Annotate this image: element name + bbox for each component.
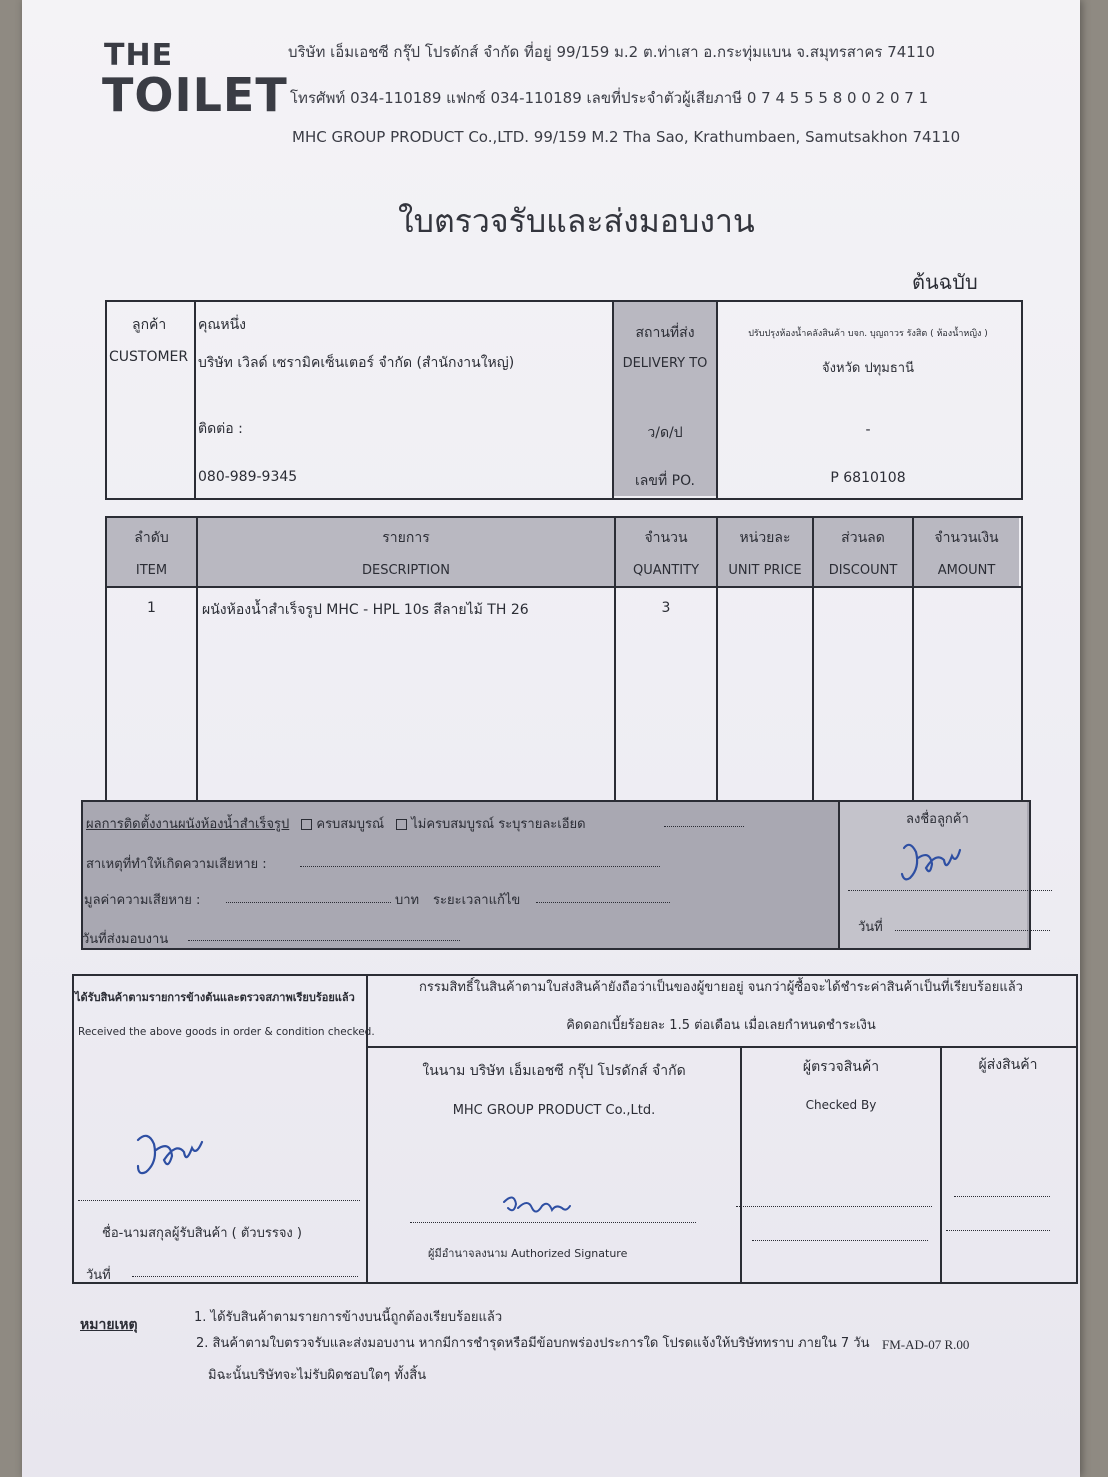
- col-description-en: DESCRIPTION: [362, 563, 450, 578]
- col-discount-th: ส่วนลด: [841, 530, 885, 546]
- on-behalf-en: MHC GROUP PRODUCT Co.,Ltd.: [452, 1103, 656, 1118]
- handover-date-label: วันที่ส่งมอบงาน: [82, 932, 169, 947]
- company-address-th: บริษัท เอ็มเอชซี กรุ๊ป โปรดักส์ จำกัด ที่อยู่ 99/159 ม.2 ต.ท่าเสา อ.กระทุ่มแบน จ.สมุทรสาคร 74110: [288, 43, 935, 61]
- incomplete-label: ไม่ครบสมบูรณ์ ระบุรายละเอียด: [411, 817, 586, 832]
- delivery-address: ปรับปรุงห้องน้ำคลังสินค้า บจก. บุญถาวร รังสิต ( ห้องน้ำหญิง ): [748, 329, 988, 339]
- delivery-label-th: สถานที่ส่ง: [635, 325, 695, 341]
- authorized-label: ผู้มีอำนาจลงนาม Authorized Signature: [428, 1247, 628, 1260]
- note-2-continued: มิฉะนั้นบริษัทจะไม่รับผิดชอบใดๆ ทั้งสิ้น: [208, 1368, 427, 1383]
- company-address-en: MHC GROUP PRODUCT Co.,LTD. 99/159 M.2 Tha Sao, Krathumbaen, Samutsakhon 74110: [292, 128, 961, 146]
- customer-signature: [896, 838, 966, 888]
- delivery-province: จังหวัด ปทุมธานี: [822, 361, 914, 376]
- note-1: 1. ได้รับสินค้าตามรายการข้างบนนี้ถูกต้องเรียบร้อยแล้ว: [194, 1310, 503, 1325]
- cause-label: สาเหตุที่ทำให้เกิดความเสียหาย :: [86, 857, 267, 872]
- col-quantity-en: QUANTITY: [632, 563, 700, 578]
- customer-label-en: CUSTOMER: [109, 349, 189, 365]
- customer-name: คุณหนึ่ง: [198, 317, 246, 333]
- row-item: 1: [147, 600, 156, 616]
- col-amount-en: AMOUNT: [937, 563, 996, 578]
- on-behalf-th: ในนาม บริษัท เอ็มเอชซี กรุ๊ป โปรดักส์ จำกัด: [422, 1063, 686, 1079]
- recipient-name-label: ชื่อ-นามสกุลผู้รับสินค้า ( ตัวบรรจง ): [102, 1226, 302, 1241]
- col-amount-th: จำนวนเงิน: [934, 530, 999, 546]
- customer-sign-label: ลงชื่อลูกค้า: [906, 812, 969, 827]
- row-description: ผนังห้องน้ำสำเร็จรูป MHC - HPL 10s สีลายไม้ TH 26: [202, 602, 529, 618]
- form-code: FM-AD-07 R.00: [882, 1337, 970, 1352]
- col-unit-price-en: UNIT PRICE: [728, 563, 802, 578]
- contact-label: ติดต่อ :: [198, 421, 243, 437]
- ownership-line2: คิดดอกเบี้ยร้อยละ 1.5 ต่อเดือน เมื่อเลยกำหนดชำระเงิน: [566, 1018, 876, 1033]
- customer-company: บริษัท เวิลด์ เซรามิคเซ็นเตอร์ จำกัด (สำนักงานใหญ่): [198, 355, 515, 371]
- received-th: ได้รับสินค้าตามรายการข้างต้นและตรวจสภาพเรียบร้อยแล้ว: [75, 991, 355, 1004]
- col-quantity-th: จำนวน: [644, 530, 688, 546]
- receipt-date-label: วันที่: [86, 1268, 111, 1283]
- complete-checkbox[interactable]: [301, 819, 312, 830]
- checker-label-en: Checked By: [805, 1098, 877, 1112]
- logo-the: THE: [104, 38, 174, 73]
- logo-toilet: TOILET: [102, 68, 288, 122]
- damage-label: มูลค่าความเสียหาย :: [84, 893, 201, 908]
- col-unit-price-th: หน่วยละ: [739, 530, 791, 546]
- row-quantity: 3: [661, 600, 671, 616]
- document-title: ใบตรวจรับและส่งมอบงาน: [398, 202, 755, 240]
- customer-sign-date-label: วันที่: [858, 920, 883, 935]
- note-2: 2. สินค้าตามใบตรวจรับและส่งมอบงาน หากมีการชำรุดหรือมีข้อบกพร่องประการใด โปรดแจ้งให้บริษัททราบ ภายใน 7 วัน: [196, 1336, 870, 1351]
- customer-label-th: ลูกค้า: [132, 317, 167, 333]
- delivery-date-label: ว/ด/ป: [647, 425, 683, 441]
- copy-label: ต้นฉบับ: [912, 270, 978, 294]
- inspection-result: [86, 813, 586, 834]
- sender-label-th: ผู้ส่งสินค้า: [978, 1057, 1038, 1073]
- complete-label: ครบสมบูรณ์: [316, 817, 385, 832]
- company-phone-tax: โทรศัพท์ 034-110189 แฟกซ์ 034-110189 เลขที่ประจำตัวผู้เสียภาษี 0 7 4 5 5 5 8 0 0 2 0 7 1: [290, 89, 929, 107]
- ownership-line1: กรรมสิทธิ์ในสินค้าตามใบส่งสินค้ายังถือว่าเป็นของผู้ขายอยู่ จนกว่าผู้ซื้อจะได้ชำระค่าสินค้าเป็นที่เรียบร้อยแล้ว: [419, 980, 1023, 995]
- col-item-th: ลำดับ: [134, 530, 169, 546]
- delivery-label-en: DELIVERY TO: [622, 356, 708, 371]
- col-item-en: ITEM: [135, 563, 168, 578]
- delivery-date-value: -: [865, 422, 871, 438]
- po-label: เลขที่ PO.: [635, 473, 695, 489]
- customer-phone: 080-989-9345: [198, 469, 298, 485]
- checker-label-th: ผู้ตรวจสินค้า: [802, 1059, 880, 1075]
- col-discount-en: DISCOUNT: [828, 563, 898, 578]
- notes-label: หมายเหตุ: [80, 1317, 138, 1333]
- received-en: Received the above goods in order & condition checked.: [78, 1026, 375, 1038]
- result-label: ผลการติดตั้งงานผนังห้องน้ำสำเร็จรูป: [86, 817, 290, 832]
- recipient-signature: [134, 1126, 206, 1182]
- incomplete-checkbox[interactable]: [396, 819, 407, 830]
- authorized-signature: [498, 1190, 574, 1220]
- baht-label: บาท: [395, 893, 420, 908]
- fix-period-label: ระยะเวลาแก้ไข: [433, 893, 521, 908]
- po-number: P 6810108: [830, 470, 906, 486]
- col-description-th: รายการ: [382, 530, 430, 546]
